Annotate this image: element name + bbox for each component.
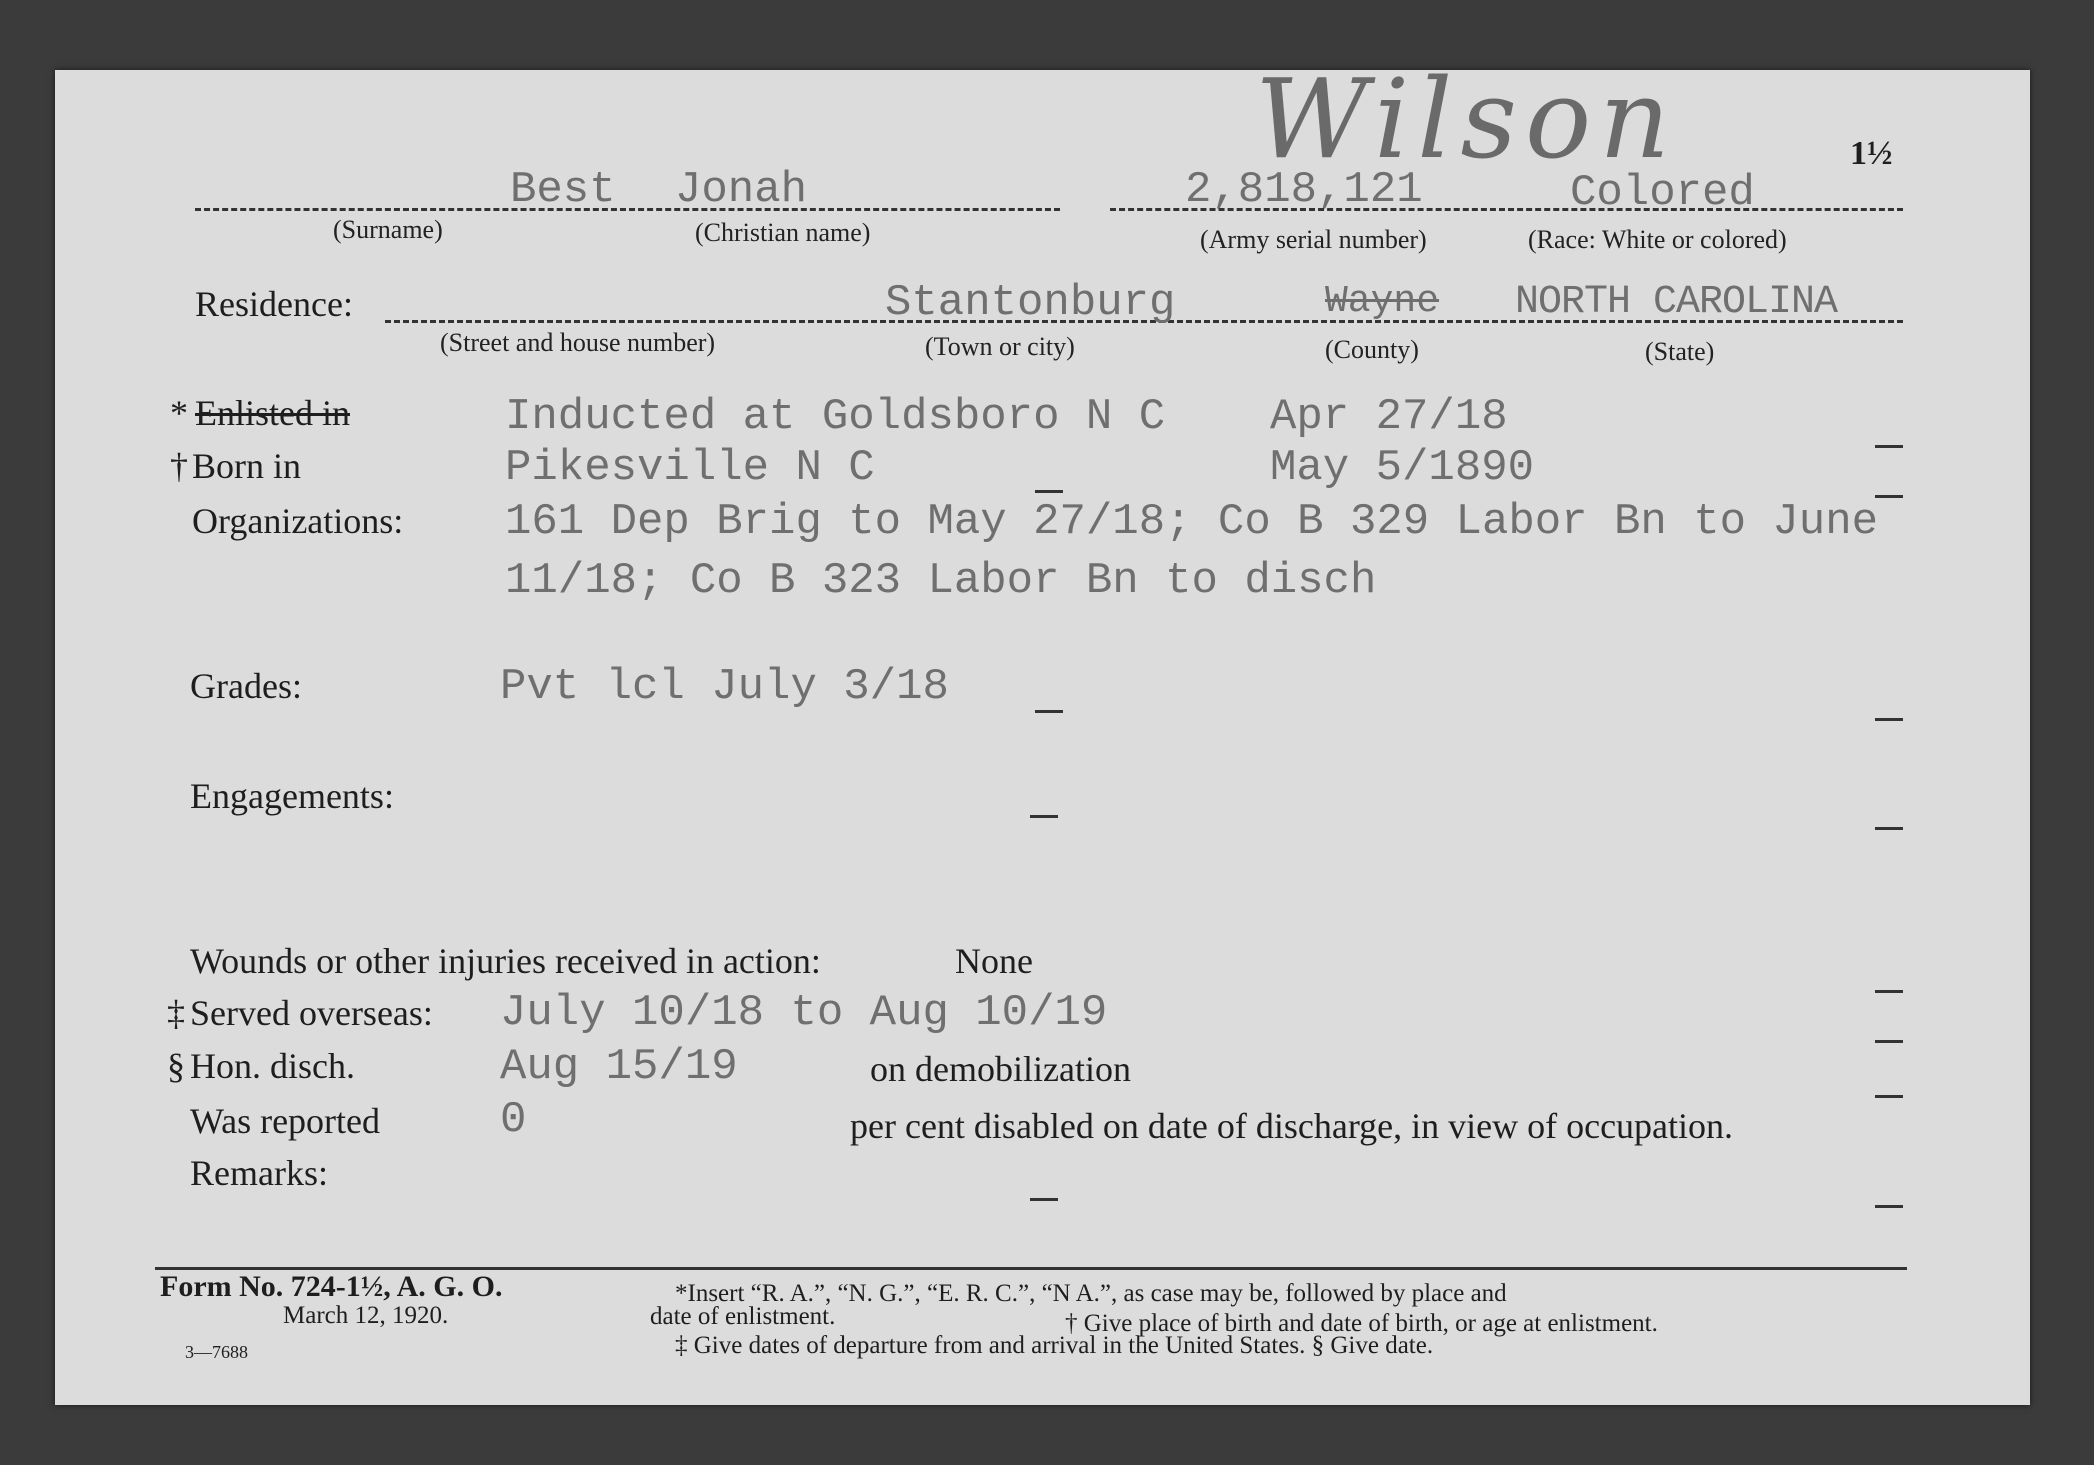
residence-town-value: Stantonburg (885, 278, 1176, 328)
christian-name-label: (Christian name) (695, 218, 871, 247)
remarks-mid-dash (1030, 1198, 1058, 1201)
handwritten-county: Wilson (1255, 55, 1679, 183)
footnote-birth: † Give place of birth and date of birth, or age at enlistment. (1065, 1310, 1658, 1337)
born-place-value: Pikesville N C (505, 443, 875, 493)
born-date-value: May 5/1890 (1270, 443, 1535, 493)
christian-name-value: Jonah (675, 165, 808, 215)
born-end-dash (1875, 495, 1903, 498)
reported-end-dash (1875, 1095, 1903, 1098)
serial-number-value: 2,818,121 (1185, 165, 1423, 215)
per-cent-disabled-text: per cent disabled on date of discharge, in view of occupation. (850, 1106, 1734, 1146)
print-code: 3—7688 (185, 1342, 248, 1362)
street-label: (Street and house number) (440, 328, 716, 357)
served-overseas-value: July 10/18 to Aug 10/19 (500, 988, 1108, 1038)
county-label: (County) (1325, 335, 1419, 364)
footnote-insert: *Insert “R. A.”, “N. G.”, “E. R. C.”, “N A.”, as case may be, followed by place and (675, 1280, 1507, 1307)
grades-label: Grades: (190, 666, 302, 706)
race-value: Colored (1570, 168, 1755, 218)
wounds-label: Wounds or other injuries received in action: (190, 941, 821, 981)
engagements-end-dash (1875, 827, 1903, 830)
served-end-dash-2 (1875, 1040, 1903, 1043)
name-dotted-line (195, 208, 1060, 211)
residence-county-value: Wayne (1325, 280, 1440, 323)
grades-end-dash (1875, 718, 1903, 721)
form-fraction: 1½ (1850, 135, 1893, 172)
served-end-dash-1 (1875, 990, 1903, 993)
was-reported-label: Was reported (190, 1101, 381, 1141)
footnote-overseas: ‡ Give dates of departure from and arrival in the United States. § Give date. (675, 1332, 1434, 1359)
surname-label: (Surname) (333, 215, 443, 244)
organizations-label: Organizations: (192, 501, 404, 541)
enlisted-date-value: Apr 27/18 (1270, 392, 1508, 442)
hon-disch-mark: § (167, 1046, 185, 1086)
enlisted-label: Enlisted in (195, 393, 350, 433)
grades-mid-dash (1035, 710, 1063, 713)
engagements-label: Engagements: (190, 776, 394, 816)
surname-value: Best (510, 165, 616, 215)
state-label: (State) (1645, 337, 1715, 366)
enlisted-place-value: Inducted at Goldsboro N C (505, 392, 1166, 442)
residence-label: Residence: (195, 284, 353, 324)
born-mid-dash (1035, 490, 1063, 493)
grades-value: Pvt lcl July 3/18 (500, 662, 949, 712)
hon-disch-date-value: Aug 15/19 (500, 1042, 738, 1092)
served-overseas-label: Served overseas: (190, 993, 433, 1033)
service-record-card (55, 55, 2030, 1405)
born-label: Born in (192, 446, 302, 486)
born-mark: † (170, 446, 188, 486)
race-label: (Race: White or colored) (1528, 225, 1787, 254)
remarks-label: Remarks: (190, 1153, 328, 1193)
hon-disch-label: Hon. disch. (190, 1046, 355, 1086)
enlisted-mark: * (170, 393, 188, 433)
town-label: (Town or city) (925, 332, 1075, 361)
remarks-end-dash (1875, 1205, 1903, 1208)
organizations-line-1: 161 Dep Brig to May 27/18; Co B 329 Labor Bn to June (505, 497, 1879, 547)
organizations-line-2: 11/18; Co B 323 Labor Bn to disch (505, 556, 1377, 606)
form-number: Form No. 724-1½, A. G. O. (160, 1270, 503, 1303)
serial-dotted-line (1110, 208, 1903, 211)
form-date: March 12, 1920. (283, 1302, 449, 1329)
enlisted-end-dash (1875, 445, 1903, 448)
hon-disch-reason-value: on demobilization (870, 1049, 1131, 1089)
footnote-enlistment: date of enlistment. (650, 1303, 836, 1330)
serial-number-label: (Army serial number) (1200, 225, 1427, 254)
residence-state-value: NORTH CAROLINA (1515, 280, 1838, 325)
engagements-mid-dash (1030, 815, 1058, 818)
wounds-value: None (955, 941, 1033, 981)
served-overseas-mark: ‡ (167, 993, 185, 1033)
disabled-percent-value: 0 (500, 1095, 527, 1145)
